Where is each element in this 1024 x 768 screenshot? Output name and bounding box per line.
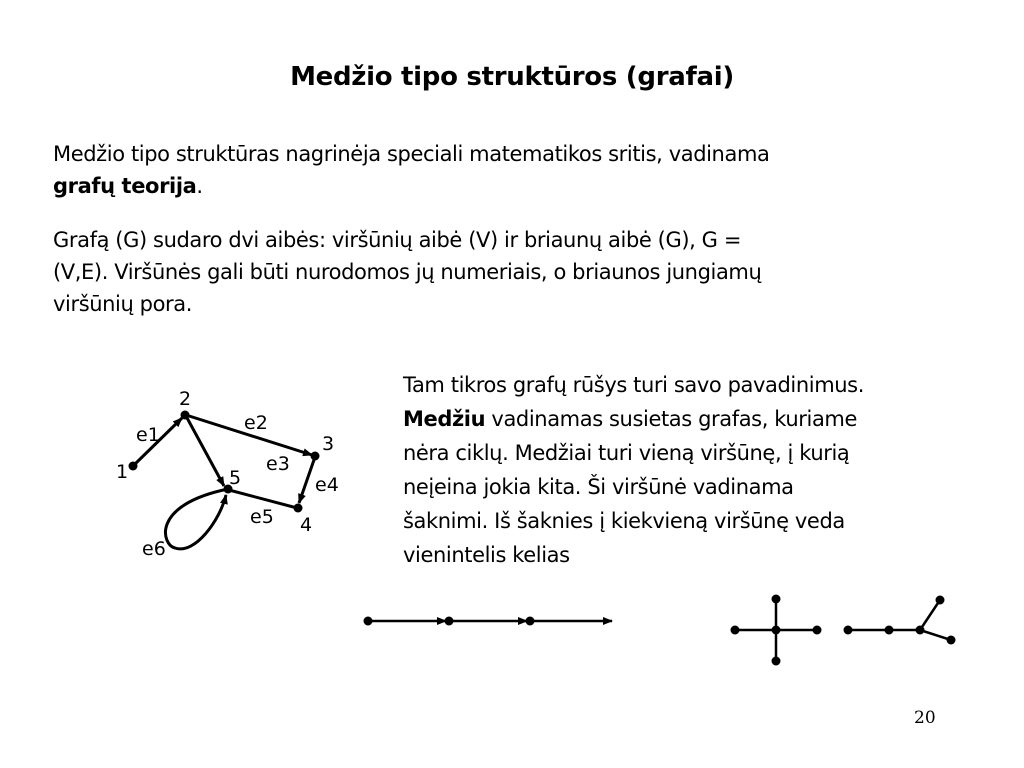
- star-node-left: [731, 626, 740, 635]
- slide-title: Medžio tipo struktūros (grafai): [290, 62, 734, 92]
- edge-e6: [165, 489, 228, 549]
- tree-line-5: šaknimi. Iš šaknies į kiekvieną viršūnę veda: [403, 509, 845, 533]
- edge-label-e3: e3: [266, 453, 290, 475]
- graph-labels: [116, 388, 339, 560]
- star-node-right: [813, 626, 822, 635]
- tree-line-1: Tam tikros grafų rūšys turi savo pavadinimus.: [403, 373, 864, 397]
- edge-label-e5: e5: [250, 506, 274, 528]
- edge-label-e2: e2: [244, 412, 268, 434]
- vertex-label-4: 4: [300, 514, 313, 536]
- intro-line-1: Medžio tipo struktūras nagrinėja speciali matematikos sritis, vadinama: [53, 142, 770, 166]
- tree-line-3: nėra ciklų. Medžiai turi vieną viršūnę, į kurią: [403, 441, 850, 465]
- star-node-top: [772, 595, 781, 604]
- chain-node-1: [364, 617, 373, 626]
- tree-line-2-rest: vadinamas susietas grafas, kuriame: [485, 407, 858, 431]
- branch-node-5: [947, 636, 956, 645]
- vertex-label-2: 2: [179, 388, 192, 410]
- tree-branch: [848, 600, 951, 640]
- branch-down: [920, 630, 951, 640]
- vertex-label-3: 3: [322, 433, 335, 455]
- chain-node-3: [526, 617, 535, 626]
- tree-term: Medžiu: [403, 407, 486, 431]
- graph-theory-term: grafų teorija: [53, 174, 197, 198]
- edge-e4: [299, 457, 315, 503]
- page-number: 20: [914, 708, 936, 728]
- branch-node-1: [844, 626, 853, 635]
- vertex-3: [311, 452, 320, 461]
- edge-label-e6: e6: [142, 538, 166, 560]
- star-node-bottom: [772, 657, 781, 666]
- vertex-label-5: 5: [229, 467, 242, 489]
- definition-line-1: Grafą (G) sudaro dvi aibės: viršūnių aibė (V) ir briaunų aibė (G), G =: [53, 228, 742, 252]
- vertex-label-1: 1: [116, 461, 129, 483]
- branch-node-2: [885, 626, 894, 635]
- tree-line-4: neįeina jokia kita. Ši viršūnė vadinama: [403, 475, 794, 499]
- directed-graph: [134, 415, 315, 549]
- edge-label-e1: e1: [136, 424, 160, 446]
- chain-node-2: [445, 617, 454, 626]
- definition-line-2: (V,E). Viršūnės gali būti nurodomos jų numeriais, o briaunos jungiamų: [53, 260, 762, 284]
- edge-label-e4: e4: [315, 474, 339, 496]
- definition-line-3: viršūnių pora.: [53, 292, 193, 316]
- vertex-2: [181, 411, 190, 420]
- star-node-center: [772, 626, 781, 635]
- tree-line-6: vienintelis kelias: [403, 543, 570, 567]
- vertex-4: [294, 504, 303, 513]
- branch-up: [920, 600, 940, 630]
- branch-node-4: [936, 596, 945, 605]
- intro-period: .: [196, 174, 203, 198]
- branch-node-3: [916, 626, 925, 635]
- vertex-1: [129, 462, 138, 471]
